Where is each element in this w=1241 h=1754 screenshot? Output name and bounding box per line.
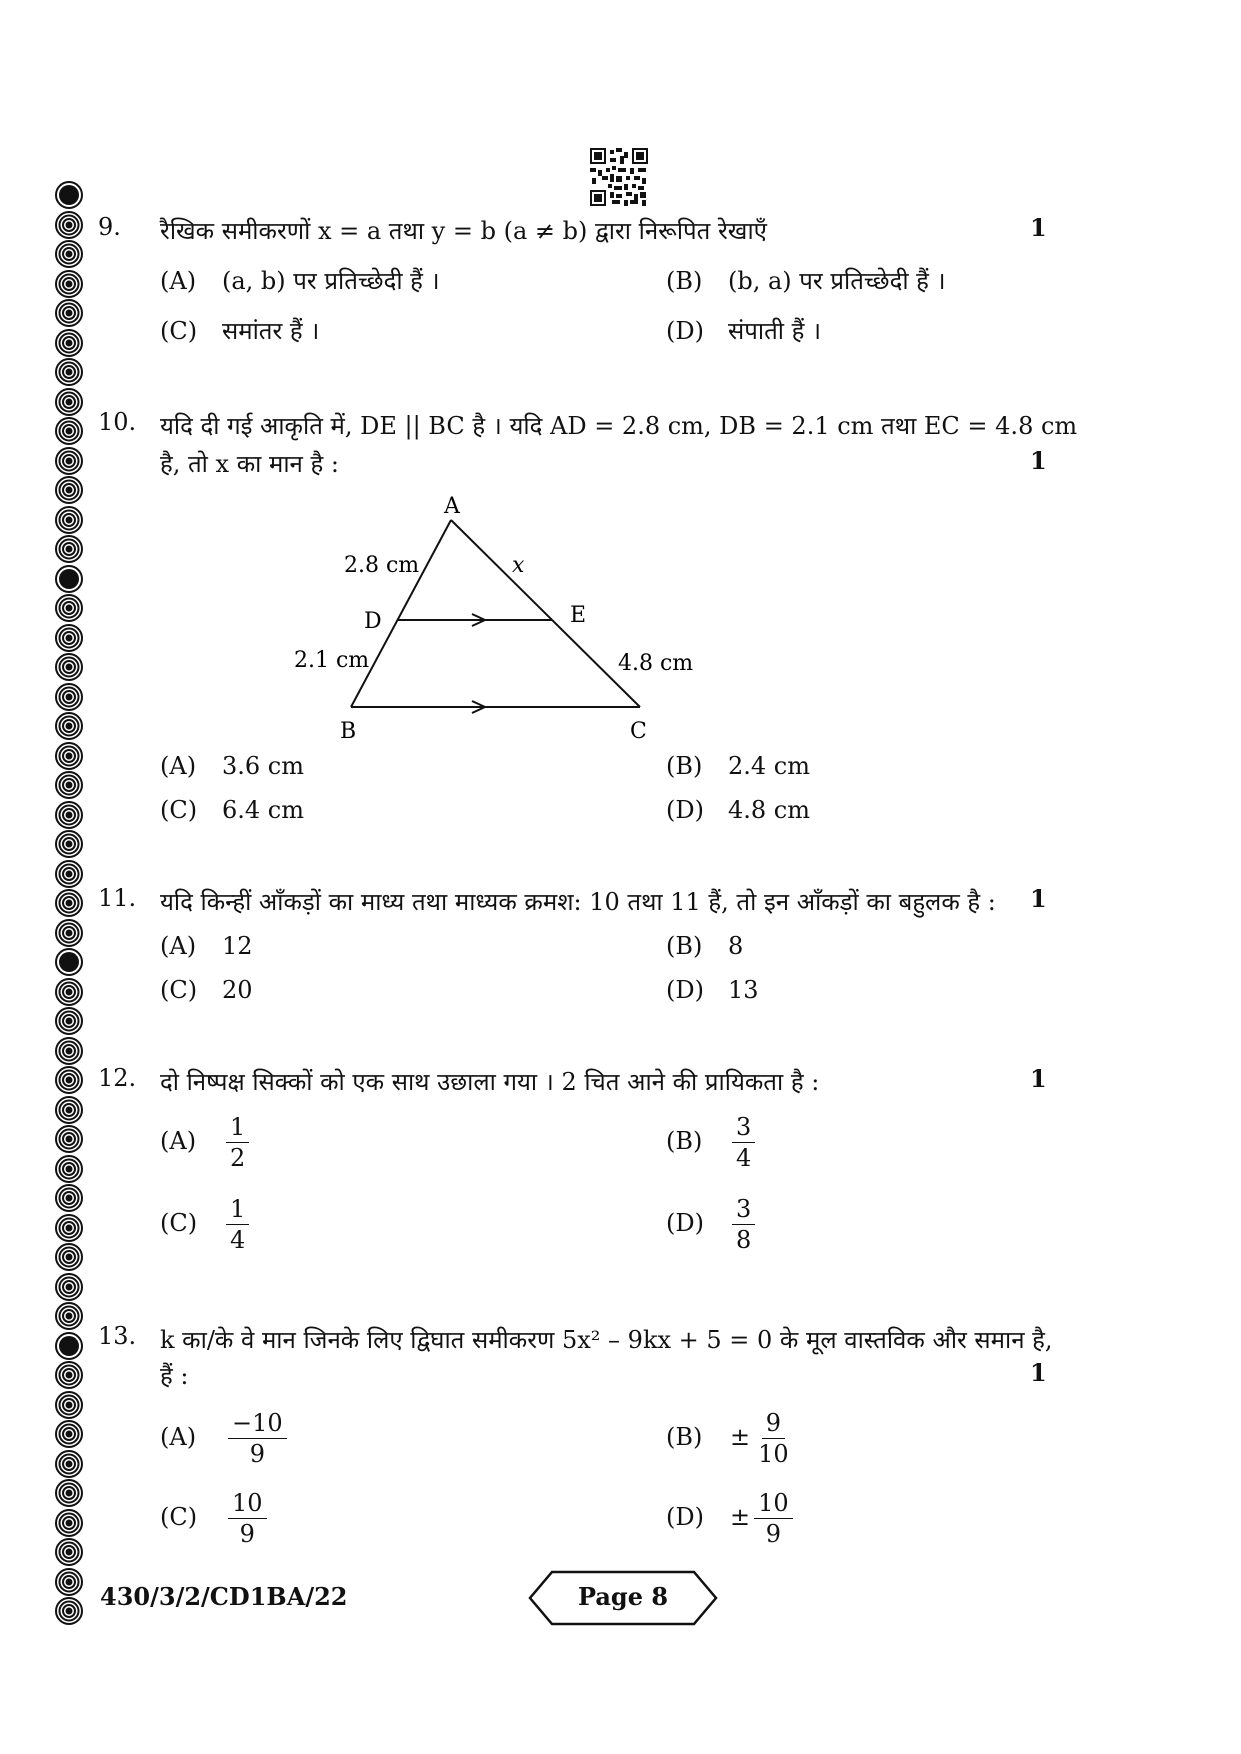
question-number: 13. (98, 1322, 137, 1350)
fraction: $\frac{9}{10}$ (758, 1409, 789, 1468)
option-c: (C) $\frac{1}{4}$ (160, 1194, 249, 1255)
question-text: दो निष्पक्ष सिक्कों को एक साथ उछाला गया । 2 चित आने की प्रायिकता है : (160, 1068, 820, 1096)
concentric-circle-icon (54, 1006, 84, 1036)
paper-code: 430/3/2/CD1BA/22 (100, 1582, 348, 1611)
option-a: (A) $\frac{1}{2}$ (160, 1112, 249, 1173)
concentric-circle-icon (54, 1449, 84, 1479)
option-c: (C) समांतर हैं । (160, 317, 320, 345)
concentric-circle-icon (54, 1213, 84, 1243)
label-b: B (340, 719, 357, 744)
label-d: D (364, 609, 382, 634)
concentric-circle-icon (54, 593, 84, 623)
option-b: (B) 8 (666, 932, 744, 960)
concentric-circle-icon (54, 829, 84, 859)
concentric-circle-icon (54, 800, 84, 830)
fraction: $\frac{1}{4}$ (226, 1194, 249, 1255)
concentric-circle-icon (54, 1095, 84, 1125)
marks: 1 (1030, 446, 1047, 475)
option-b: (B) ± $\frac{9}{10}$ (666, 1408, 793, 1469)
fraction: $\frac{1}{2}$ (226, 1112, 249, 1173)
concentric-circle-icon (54, 1508, 84, 1538)
marks: 1 (1030, 1064, 1047, 1093)
concentric-circle-icon (54, 1478, 84, 1508)
concentric-circle-icon (54, 1242, 84, 1272)
label-ad: 2.8 cm (344, 553, 420, 578)
question-text-line1: k का/के वे मान जिनके लिए द्विघात समीकरण 5x² – 9kx + 5 = 0 के मूल वास्तविक और समान है, (160, 1326, 1053, 1354)
concentric-circle-icon (54, 210, 84, 240)
page-number: Page 8 (577, 1582, 669, 1611)
option-c: (C) $\frac{10}{9}$ (160, 1488, 267, 1549)
concentric-circle-icon (54, 652, 84, 682)
concentric-circle-icon (54, 416, 84, 446)
concentric-circle-icon (54, 741, 84, 771)
option-d: (D) $\frac{3}{8}$ (666, 1194, 755, 1255)
label-db: 2.1 cm (294, 648, 370, 673)
concentric-circle-icon (54, 1065, 84, 1095)
fraction: $\frac{3}{8}$ (732, 1194, 755, 1255)
option-b: (B) (b, a) पर प्रतिच्छेदी हैं । (666, 267, 946, 295)
concentric-circle-icon (54, 1419, 84, 1449)
option-d: (D) 13 (666, 976, 759, 1004)
question-number: 9. (98, 213, 121, 241)
concentric-circle-icon (54, 328, 84, 358)
label-ec: 4.8 cm (618, 651, 694, 676)
option-d: (D) संपाती हैं । (666, 317, 822, 345)
triangle-figure (280, 485, 720, 745)
option-d: (D) ± $\frac{10}{9}$ (666, 1488, 793, 1549)
concentric-circle-icon (54, 446, 84, 476)
concentric-circle-icon (54, 977, 84, 1007)
marks: 1 (1030, 1358, 1047, 1387)
concentric-circle-icon (54, 387, 84, 417)
concentric-circle-icon (54, 1036, 84, 1066)
concentric-circle-icon (54, 1596, 84, 1626)
label-c: C (630, 719, 647, 744)
label-a: A (444, 494, 460, 519)
question-text-line1: यदि दी गई आकृति में, DE || BC है । यदि AD = 2.8 cm, DB = 2.1 cm तथा EC = 4.8 cm (160, 412, 1078, 440)
filled-circle-icon (54, 947, 84, 977)
option-b: (B) 2.4 cm (666, 752, 810, 780)
concentric-circle-icon (54, 1360, 84, 1390)
option-d: (D) 4.8 cm (666, 796, 810, 824)
question-text: रैखिक समीकरणों x = a तथा y = b (a ≠ b) द्वारा निरूपित रेखाएँ (160, 217, 767, 245)
concentric-circle-icon (54, 357, 84, 387)
marks: 1 (1030, 213, 1047, 242)
concentric-circle-icon (54, 1537, 84, 1567)
concentric-circle-icon (54, 1567, 84, 1597)
concentric-circle-icon (54, 298, 84, 328)
concentric-circle-icon (54, 534, 84, 564)
concentric-circle-icon (54, 1183, 84, 1213)
concentric-circle-icon (54, 918, 84, 948)
option-c: (C) 20 (160, 976, 253, 1004)
question-number: 10. (98, 408, 137, 436)
filled-circle-icon (54, 564, 84, 594)
question-number: 12. (98, 1064, 137, 1092)
option-a: (A) 3.6 cm (160, 752, 304, 780)
marks: 1 (1030, 884, 1047, 913)
question-number: 11. (98, 884, 137, 912)
concentric-circle-icon (54, 1390, 84, 1420)
option-a: (A) (a, b) पर प्रतिच्छेदी हैं । (160, 267, 440, 295)
option-b: (B) $\frac{3}{4}$ (666, 1112, 755, 1173)
fraction: $\frac{10}{9}$ (228, 1488, 267, 1549)
question-text-line2: है, तो x का मान है : (160, 450, 339, 478)
side-ac (451, 520, 640, 707)
concentric-circle-icon (54, 505, 84, 535)
concentric-circle-icon (54, 859, 84, 889)
concentric-circle-icon (54, 888, 84, 918)
option-a: (A) $\frac{-10}{9}$ (160, 1408, 287, 1469)
concentric-circle-icon (54, 1272, 84, 1302)
filled-circle-icon (54, 1331, 84, 1361)
option-a: (A) 12 (160, 932, 253, 960)
question-text: यदि किन्हीं आँकड़ों का माध्य तथा माध्यक क्रमश: 10 तथा 11 हैं, तो इन आँकड़ों का बहुलक है : (160, 888, 996, 916)
concentric-circle-icon (54, 239, 84, 269)
concentric-circle-icon (54, 269, 84, 299)
concentric-circle-icon (54, 623, 84, 653)
fraction: $\frac{3}{4}$ (732, 1112, 755, 1173)
label-ae: x (512, 553, 525, 578)
option-c: (C) 6.4 cm (160, 796, 304, 824)
concentric-circle-icon (54, 770, 84, 800)
concentric-circle-icon (54, 475, 84, 505)
concentric-circle-icon (54, 711, 84, 741)
qr-code-icon (590, 148, 648, 206)
filled-circle-icon (54, 180, 84, 210)
concentric-circle-icon (54, 682, 84, 712)
concentric-circle-icon (54, 1124, 84, 1154)
concentric-circle-icon (54, 1154, 84, 1184)
question-text-line2: हैं : (160, 1362, 189, 1390)
concentric-circle-icon (54, 1301, 84, 1331)
label-e: E (570, 603, 587, 628)
fraction: $\frac{-10}{9}$ (228, 1408, 287, 1469)
fraction: $\frac{10}{9}$ (754, 1488, 793, 1549)
